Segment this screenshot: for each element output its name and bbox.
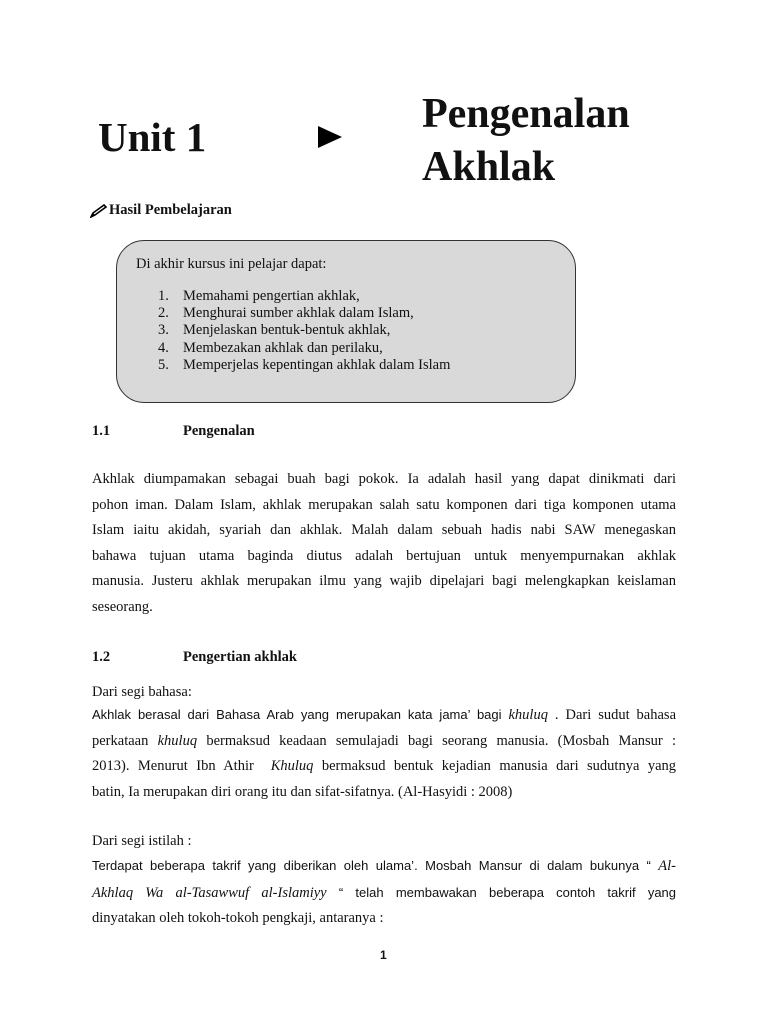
page-title [422,88,630,194]
list-item: 5. Memperjelas kepentingan akhlak dalam Islam [158,356,451,373]
paragraph-istilah: Terdapat beberapa takrif yang diberikan oleh ulama’. Mosbah Mansur di dalam bukunya “ Al- Akhlaq Wa al-Tasawwuf al-Islamiyy “ telah membawakan beberapa contoh takrif yang dinyatakan oleh tokoh-tokoh pengkaji, antaranya : [92,858,677,927]
page-number: 1 [380,948,387,962]
section-number: 1.2 [92,649,111,665]
outcomes-intro: Di akhir kursus ini pelajar dapat: [136,256,327,272]
list-item: 2. Menghurai sumber akhlak dalam Islam, [158,305,414,322]
arrow-right-icon [318,126,342,148]
outcomes-heading [90,202,232,219]
unit-label: Unit 1 [98,114,207,160]
istilah-label: Dari segi istilah : [92,833,192,849]
outcomes-heading-text: Hasil Pembelajaran [109,202,232,218]
page-title-line1: Pengenalan [422,91,630,137]
paragraph-bahasa: Akhlak berasal dari Bahasa Arab yang merupakan kata jama’ bagi khuluq . Dari sudut bahasa perkataan khuluq bermaksud keadaan semulajadi bagi seorang manusia. (Mosbah Mansur : 2013). Menurut Ibn Athir Khuluq bermaksud bentuk kejadian manusia dari sudutnya yang batin, Ia merupakan diri orang itu dan sifat-sifatnya. (Al-Hasyidi : 2008) [92,707,677,800]
section-title: Pengenalan [183,423,255,439]
list-item: 1. Memahami pengertian akhlak, [158,288,360,304]
list-item: 4. Membezakan akhlak dan perilaku, [158,339,383,356]
pencil-icon [90,204,108,218]
section-title: Pengertian akhlak [183,649,297,665]
outcomes-list [150,288,450,374]
bahasa-label: Dari segi bahasa: [92,684,192,700]
page-title-line2: Akhlak [422,144,556,190]
list-item: 3. Menjelaskan bentuk-bentuk akhlak, [158,322,391,339]
section-number: 1.1 [92,423,111,439]
paragraph-pengenalan: Akhlak diumpamakan sebagai buah bagi pokok. Ia adalah hasil yang dapat dinikmati dari pohon iman. Dalam Islam, akhlak merupakan salah satu komponen dari tiga komponen utama Islam iaitu akidah, syariah dan akhlak. Malah dalam sebuah hadis nabi SAW menegaskan bahawa tujuan utama baginda diutus adalah bertujuan untuk menyempurnakan akhlak manusia. Justeru akhlak merupakan ilmu yang wajib dipelajari bagi melengkapkan keislaman seseorang. [92,471,676,615]
